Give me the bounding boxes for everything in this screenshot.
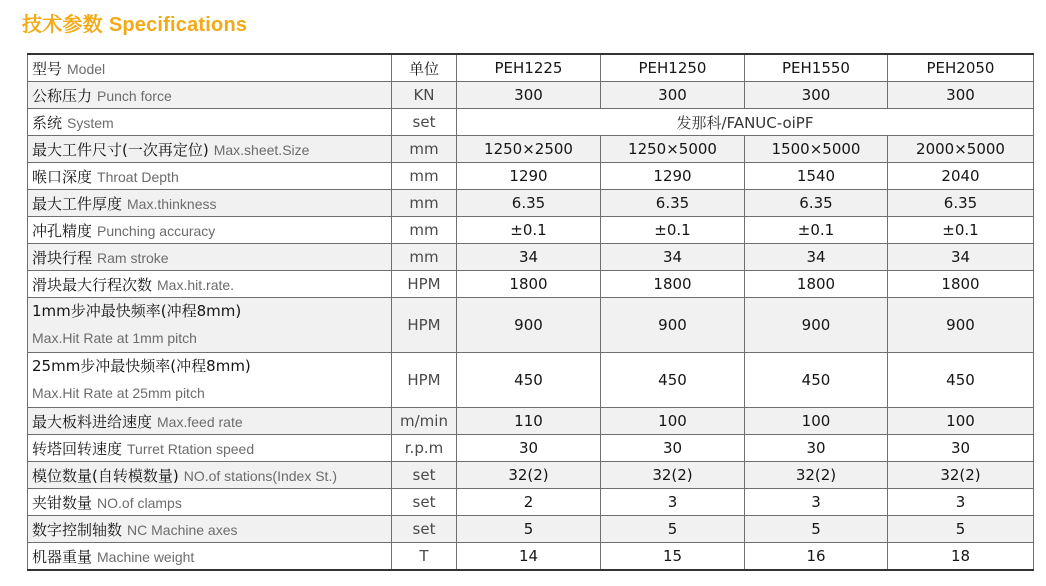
row-unit-cell: set — [392, 489, 457, 516]
table-row — [28, 408, 1034, 435]
row-unit-cell: HPM — [392, 271, 457, 298]
row-value-cell: 2 — [457, 489, 601, 516]
row-label-en: Max.Hit Rate at 25mm pitch — [32, 385, 205, 401]
row-value-cell: ±0.1 — [888, 217, 1034, 244]
row-value-cell: 110 — [457, 408, 601, 435]
row-label-en: Turret Rtation speed — [127, 440, 255, 457]
header-label-zh: 型号 — [32, 59, 63, 78]
row-value-cell: ±0.1 — [457, 217, 601, 244]
row-value-cell: 34 — [745, 244, 888, 271]
row-value-cell: 5 — [457, 516, 601, 543]
row-value-cell: 34 — [457, 244, 601, 271]
header-model-cell: PEH1250 — [601, 54, 745, 82]
row-label-cell — [28, 516, 392, 543]
row-value-cell: 18 — [888, 543, 1034, 571]
row-value-cell: 450 — [601, 353, 745, 408]
row-value-cell: 3 — [601, 489, 745, 516]
page-title-en: Specifications — [108, 14, 248, 36]
row-label-cell — [28, 109, 392, 136]
row-value-cell: 6.35 — [888, 190, 1034, 217]
row-value-cell: 450 — [888, 353, 1034, 408]
row-value-cell: 15 — [601, 543, 745, 571]
table-row — [28, 82, 1034, 109]
row-unit-cell: set — [392, 109, 457, 136]
row-value-cell: 16 — [745, 543, 888, 571]
row-value-cell: 100 — [601, 408, 745, 435]
row-label-en: Max.sheet.Size — [213, 141, 310, 158]
row-label-en: Punching accuracy — [97, 222, 216, 239]
row-value-cell: 1250×5000 — [601, 136, 745, 163]
table-row — [28, 109, 1034, 136]
row-value-cell: 900 — [888, 298, 1034, 353]
row-label-zh: 喉口深度 — [32, 167, 93, 186]
row-label-en: Punch force — [97, 87, 172, 104]
row-label-en: Max.Hit Rate at 1mm pitch — [32, 330, 197, 346]
row-label-cell — [28, 217, 392, 244]
row-value-cell: 1800 — [457, 271, 601, 298]
row-label-cell — [28, 353, 392, 408]
row-label-cell — [28, 82, 392, 109]
table-row — [28, 298, 1034, 353]
row-value-cell: 32(2) — [601, 462, 745, 489]
row-label-zh: 1mm步冲最快频率(冲程8mm) — [32, 302, 242, 320]
row-label-cell — [28, 190, 392, 217]
row-label-cell — [28, 435, 392, 462]
table-row — [28, 435, 1034, 462]
row-unit-cell: T — [392, 543, 457, 571]
row-unit-cell: m/min — [392, 408, 457, 435]
row-label-zh: 滑块最大行程次数 — [32, 275, 153, 294]
table-row — [28, 136, 1034, 163]
table-row — [28, 489, 1034, 516]
row-label-cell — [28, 462, 392, 489]
row-label-zh: 系统 — [32, 113, 63, 132]
row-label-zh: 数字控制轴数 — [32, 520, 123, 539]
table-row — [28, 190, 1034, 217]
row-value-cell: 3 — [888, 489, 1034, 516]
row-value-cell: 2040 — [888, 163, 1034, 190]
row-unit-cell: r.p.m — [392, 435, 457, 462]
row-value-cell: 30 — [745, 435, 888, 462]
row-value-cell: 900 — [457, 298, 601, 353]
row-label-zh: 模位数量(自转模数量) — [32, 466, 179, 485]
row-label-cell — [28, 408, 392, 435]
row-label-cell — [28, 271, 392, 298]
table-row — [28, 462, 1034, 489]
row-value-cell: 14 — [457, 543, 601, 571]
row-unit-cell: set — [392, 516, 457, 543]
row-value-cell: 5 — [745, 516, 888, 543]
row-value-cell: 1290 — [601, 163, 745, 190]
row-value-cell: 32(2) — [745, 462, 888, 489]
row-value-cell: 5 — [888, 516, 1034, 543]
row-label-zh: 最大板料进给速度 — [32, 412, 153, 431]
row-label-en: NC Machine axes — [127, 521, 238, 538]
row-unit-cell: mm — [392, 190, 457, 217]
row-value-cell: 2000×5000 — [888, 136, 1034, 163]
row-unit-cell: HPM — [392, 353, 457, 408]
row-label-en: Machine weight — [97, 548, 195, 565]
row-value-cell: 34 — [888, 244, 1034, 271]
row-value-cell: 300 — [601, 82, 745, 109]
row-label-en: Throat Depth — [97, 168, 179, 185]
row-value-cell: 5 — [601, 516, 745, 543]
header-model-cell: PEH1225 — [457, 54, 601, 82]
row-unit-cell: mm — [392, 136, 457, 163]
row-label-zh: 公称压力 — [32, 86, 93, 105]
table-row — [28, 244, 1034, 271]
row-unit-cell: set — [392, 462, 457, 489]
row-unit-cell: mm — [392, 217, 457, 244]
row-label-en: Max.hit.rate. — [157, 276, 235, 293]
row-value-cell: 30 — [457, 435, 601, 462]
row-value-cell: 1250×2500 — [457, 136, 601, 163]
table-row — [28, 271, 1034, 298]
row-value-cell: 6.35 — [601, 190, 745, 217]
row-label-zh: 滑块行程 — [32, 248, 93, 267]
row-value-cell: 1290 — [457, 163, 601, 190]
row-value-cell: 900 — [745, 298, 888, 353]
row-label-zh: 25mm步冲最快频率(冲程8mm) — [32, 357, 251, 375]
row-label-zh: 机器重量 — [32, 547, 93, 566]
page-title-zh: 技术参数 — [22, 12, 103, 36]
row-unit-cell: mm — [392, 244, 457, 271]
header-label-cell — [28, 54, 392, 82]
table-header-row — [28, 54, 1034, 82]
row-label-cell — [28, 244, 392, 271]
row-value-cell: 900 — [601, 298, 745, 353]
row-value-cell: 300 — [745, 82, 888, 109]
row-label-cell — [28, 136, 392, 163]
row-label-zh: 最大工件尺寸(一次再定位) — [32, 140, 209, 159]
row-value-span-cell: 发那科/FANUC-oiPF — [457, 109, 1034, 136]
row-value-cell: 300 — [457, 82, 601, 109]
row-label-zh: 冲孔精度 — [32, 221, 93, 240]
row-value-cell: 30 — [888, 435, 1034, 462]
row-unit-cell: mm — [392, 163, 457, 190]
row-value-cell: 1800 — [745, 271, 888, 298]
header-model-cell: PEH1550 — [745, 54, 888, 82]
row-label-en: System — [67, 114, 114, 131]
row-value-cell: 300 — [888, 82, 1034, 109]
row-label-zh: 转塔回转速度 — [32, 439, 123, 458]
row-value-cell: 34 — [601, 244, 745, 271]
row-label-cell — [28, 298, 392, 353]
row-value-cell: 1500×5000 — [745, 136, 888, 163]
row-value-cell: 450 — [457, 353, 601, 408]
row-value-cell: 6.35 — [457, 190, 601, 217]
table-row — [28, 543, 1034, 571]
row-unit-cell: HPM — [392, 298, 457, 353]
row-label-en: Max.feed rate — [157, 413, 243, 430]
row-value-cell: 32(2) — [457, 462, 601, 489]
header-unit-cell: 单位 — [392, 54, 457, 82]
row-label-en: Max.thinkness — [127, 195, 217, 212]
table-row — [28, 353, 1034, 408]
specifications-table — [27, 53, 1034, 571]
row-value-cell: 6.35 — [745, 190, 888, 217]
row-value-cell: 3 — [745, 489, 888, 516]
page-title — [22, 8, 247, 37]
row-label-en: NO.of stations(Index St.) — [183, 467, 338, 484]
row-label-zh: 夹钳数量 — [32, 493, 93, 512]
header-label-en: Model — [67, 60, 106, 77]
table-row — [28, 516, 1034, 543]
row-label-cell — [28, 543, 392, 571]
row-value-cell: ±0.1 — [601, 217, 745, 244]
row-value-cell: 32(2) — [888, 462, 1034, 489]
row-label-cell — [28, 163, 392, 190]
row-value-cell: 30 — [601, 435, 745, 462]
row-value-cell: 1540 — [745, 163, 888, 190]
row-value-cell: 100 — [888, 408, 1034, 435]
table-row — [28, 163, 1034, 190]
row-value-cell: 1800 — [888, 271, 1034, 298]
row-unit-cell: KN — [392, 82, 457, 109]
table-row — [28, 217, 1034, 244]
row-label-zh: 最大工件厚度 — [32, 194, 123, 213]
row-label-cell — [28, 489, 392, 516]
row-value-cell: ±0.1 — [745, 217, 888, 244]
row-value-cell: 1800 — [601, 271, 745, 298]
row-value-cell: 450 — [745, 353, 888, 408]
row-label-en: Ram stroke — [97, 249, 169, 266]
header-model-cell: PEH2050 — [888, 54, 1034, 82]
row-label-en: NO.of clamps — [97, 494, 182, 511]
specifications-table-body — [28, 54, 1034, 570]
row-value-cell: 100 — [745, 408, 888, 435]
